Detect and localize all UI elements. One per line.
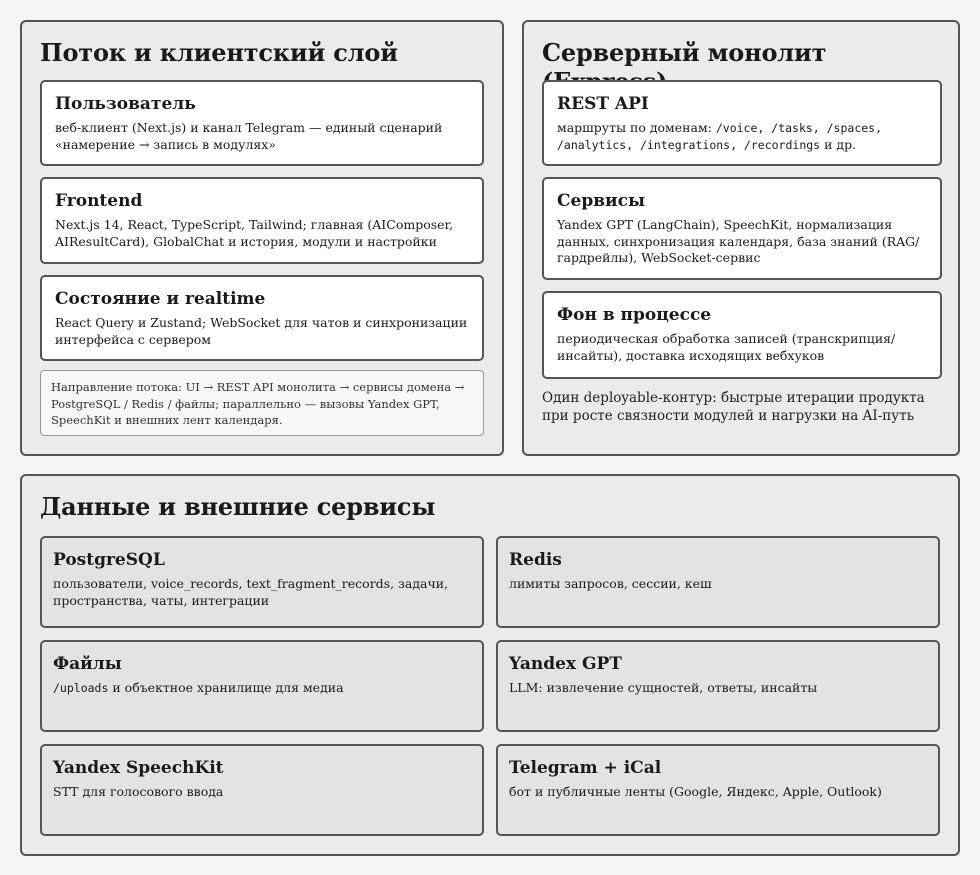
- speechkit-card-text: STT для голосового ввода: [53, 784, 224, 799]
- user-card: [40, 80, 484, 166]
- redis-card-title: Redis: [509, 550, 562, 570]
- yandex-gpt-card: [496, 640, 940, 732]
- deploy-note: Один deployable-контур: быстрые итерации продукта при росте связности модулей и нагрузки на AI-путь: [542, 390, 925, 424]
- rest-api-prefix: маршруты по доменам:: [557, 120, 716, 135]
- frontend-card-title: Frontend: [55, 191, 143, 211]
- services-card: [542, 177, 942, 280]
- data-panel: [20, 474, 960, 856]
- telegram-ical-card-title: Telegram + iCal: [509, 758, 662, 778]
- rest-api-routes: /voice, /tasks, /spaces, /analytics, /integrations, /recordings: [557, 121, 883, 152]
- redis-card-text: лимиты запросов, сессии, кеш: [509, 576, 712, 591]
- state-realtime-card-text: React Query и Zustand; WebSocket для чатов и синхронизации интерфейса с сервером: [55, 315, 468, 347]
- rest-api-card-text: [557, 120, 928, 153]
- data-panel-title: Данные и внешние сервисы: [40, 492, 436, 521]
- background-card: [542, 291, 942, 379]
- files-card-text: [53, 680, 470, 697]
- rest-api-card-title: REST API: [557, 94, 649, 114]
- yandex-gpt-card-title: Yandex GPT: [509, 654, 622, 674]
- files-card: [40, 640, 484, 732]
- yandex-gpt-card-text: LLM: извлечение сущностей, ответы, инсайты: [509, 680, 818, 695]
- user-card-title: Пользователь: [55, 94, 196, 114]
- user-card-text: веб-клиент (Next.js) и канал Telegram — единый сценарий «намерение → запись в модулях»: [55, 120, 443, 152]
- services-card-title: Сервисы: [557, 191, 646, 211]
- frontend-card: [40, 177, 484, 264]
- flow-panel-title: Поток и клиентский слой: [40, 38, 398, 67]
- speechkit-card: [40, 744, 484, 836]
- postgres-card: [40, 536, 484, 628]
- frontend-card-text: Next.js 14, React, TypeScript, Tailwind; главная (AIComposer, AIResultCard), GlobalChat и история, модули и настройки: [55, 217, 454, 249]
- telegram-ical-card: [496, 744, 940, 836]
- telegram-ical-card-text: бот и публичные ленты (Google, Яндекс, Apple, Outlook): [509, 784, 882, 799]
- services-card-text: Yandex GPT (LangChain), SpeechKit, нормализация данных, синхронизация календаря, база знаний (RAG/гардрейлы), WebSocket-сервис: [557, 217, 920, 265]
- postgres-card-text: пользователи, voice_records, text_fragment_records, задачи, пространства, чаты, интеграции: [53, 576, 449, 608]
- background-card-text: периодическая обработка записей (транскрипция/ инсайты), доставка исходящих вебхуков: [557, 331, 896, 363]
- server-panel: [522, 20, 960, 456]
- server-panel-title: Серверный монолит: [542, 38, 827, 67]
- speechkit-card-title: Yandex SpeechKit: [53, 758, 224, 778]
- flow-direction-note: Направление потока: UI → REST API монолита → сервисы домена → PostgreSQL / Redis / файлы; параллельно — вызовы Yandex GPT, SpeechKit и внешних лент календаря.: [40, 370, 484, 436]
- state-realtime-card-title: Состояние и realtime: [55, 289, 266, 309]
- redis-card: [496, 536, 940, 628]
- background-card-title: Фон в процессе: [557, 305, 712, 325]
- rest-api-card: [542, 80, 942, 166]
- uploads-path: /uploads: [53, 681, 109, 695]
- state-realtime-card: [40, 275, 484, 361]
- flow-panel: [20, 20, 504, 456]
- files-card-title: Файлы: [53, 654, 122, 674]
- postgres-card-title: PostgreSQL: [53, 550, 165, 570]
- files-card-desc: и объектное хранилище для медиа: [108, 680, 344, 695]
- rest-api-suffix: и др.: [820, 136, 857, 152]
